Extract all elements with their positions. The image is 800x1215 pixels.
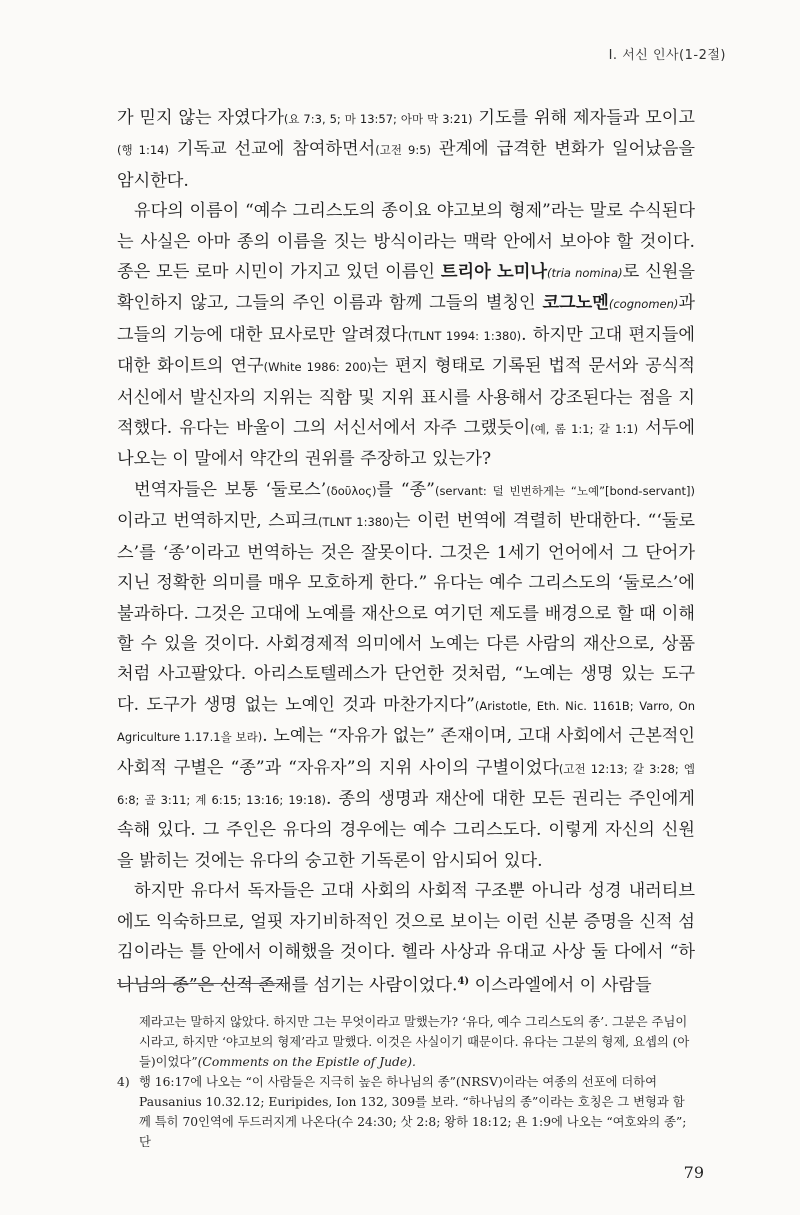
- citation: (예, 롬 1:1; 갈 1:1): [530, 422, 639, 437]
- page-number: 79: [683, 1163, 704, 1182]
- text-run: 과 그들의 기능에 대한 묘사로만 알려졌다: [117, 293, 695, 345]
- text-run: 하지만 유다서 독자들은 고대 사회의 사회적 구조뿐 아니라 성경 내러티브에도 익숙하므로, 얼핏 자기비하적인 것으로 보이는 이런 신분 증명을 신적 섬김이라는 틀 안에서 이해했을 것이다. 헬라 사상과 유대교 사상 둘 다에서 “하나님의 종”은 신적 존재를 섬기는 사람이었다.: [117, 881, 695, 997]
- term-cognomen: 코그노멘: [542, 293, 609, 314]
- footnote-continued: [117, 1012, 695, 1072]
- citation: (TLNT 1:380): [318, 515, 394, 530]
- citation: (servant: 덜 빈번하게는 “노예”[bond-servant]): [434, 483, 695, 498]
- citation: (고전 9:5): [375, 143, 432, 158]
- citation: (Aristotle, Eth. Nic. 1161B; Varro, On Agriculture 1.17.1을 보라): [117, 698, 695, 745]
- text-run: 번역자들은 보통 ‘둘로스’: [134, 479, 327, 500]
- text-run: 기도를 위해 제자들과 모이고: [472, 108, 695, 128]
- citation: (TLNT 1994: 1:380): [407, 328, 522, 343]
- text-run: 로 신원을 확인하지 않고, 그들의 주인 이름과 함께 그들의 별칭인: [117, 262, 695, 314]
- paragraph-3: [117, 475, 695, 876]
- text-run: . 종의 생명과 재산에 대한 모든 권리는 주인에게 속해 있다. 그 주인은 유다의 경우에는 예수 그리스도다. 이렇게 자신의 신원을 밝히는 것에는 유다의 숭고한 기독론이 암시되어 있다.: [117, 788, 695, 871]
- latin-term: (tria nomina): [546, 266, 623, 281]
- text-run: 이스라엘에서 이 사람들: [469, 976, 652, 997]
- text-run: 기독교 선교에 참여하면서: [168, 139, 376, 160]
- footnote-ref[interactable]: 4): [457, 976, 470, 988]
- text-run: . 하지만 고대 편지들에 대한 화이트의 연구: [117, 324, 695, 377]
- greek-term: (δοῦλος): [326, 483, 377, 498]
- text-run: 서두에 나오는 이 말에서 약간의 권위를 주장하고 있는가?: [117, 418, 696, 470]
- footnote-divider: [117, 983, 289, 984]
- footnote-4: [117, 1072, 695, 1152]
- main-text: [117, 103, 695, 1002]
- footnotes: [117, 1012, 695, 1152]
- footnote-text: 행 16:17에 나오는 “이 사람들은 지극히 높은 하나님의 종”(NRSV)이라는 여종의 선포에 더하여 Pausanius 10.32.12; Euripides, Ion 132, 309를 보라. “하나님의 종”이라는 호칭은 그 변형과 함께 특히 70인역에 두드러지게 나온다(수 24:30; 삿 2:8; 왕하 18:12; 욘 1:9에 나오는 “여호와의 종”; 단: [139, 1075, 687, 1149]
- paragraph-2: [117, 196, 695, 475]
- text-run: 가 믿지 않는 자였다가: [117, 108, 284, 128]
- paragraph-1: [117, 103, 695, 196]
- text-run: 유다의 이름이 “예수 그리스도의 종이요 야고보의 형제”라는 말로 수식된다는 사실은 아마 종의 이름을 짓는 방식이라는 맥락 안에서 보아야 할 것이다. 종은 모든 로마 시민이 가지고 있던 이름인: [117, 201, 695, 283]
- footnote-number: 4): [117, 1075, 130, 1089]
- latin-term: (cognomen): [608, 297, 679, 312]
- footnote-source: (Comments on the Epistle of Jude).: [197, 1055, 416, 1069]
- text-run: 를 “종”: [376, 479, 435, 500]
- text-run: 는 편지 형태로 기록된 법적 문서와 공식적 서신에서 발신자의 지위는 직함 및 지위 표시를 사용해서 강조된다는 점을 지적했다. 유다는 바울이 그의 서신서에서 자주 그랬듯이: [117, 356, 695, 439]
- text-run: 관계에 급격한 변화가 일어났음을 암시한다.: [117, 139, 696, 191]
- text-run: 는 이런 번역에 격렬히 반대한다. “‘둘로스’를 ‘종’이라고 번역하는 것은 잘못이다. 그것은 1세기 언어에서 그 단어가 지닌 정확한 의미를 매우 모호하게 한다.” 유다는 예수 그리스도의 ‘둘로스’에 불과하다. 그것은 고대에 노예를 재산으로 여기던 제도를 배경으로 할 때 이해할 수 있을 것이다. 사회경제적 의미에서 노예는 다른 사람의 재산으로, 상품처럼 사고팔았다. 아리스토텔레스가 단언한 것처럼, “노예는 생명 있는 도구다. 도구가 생명 없는 노예인 것과 마찬가지다”: [117, 511, 695, 715]
- citation: (White 1986: 200): [263, 360, 372, 375]
- citation: (요 7:3, 5; 마 13:57; 아마 막 3:21): [283, 112, 473, 126]
- text-run: . 노예는 “자유가 없는” 존재이며, 고대 사회에서 근본적인 사회적 구별은 “종”과 “자유자”의 지위 사이의 구별이었다: [117, 726, 696, 778]
- text-run: 이라고 번역하지만, 스피크: [117, 511, 319, 532]
- citation: (고전 12:13; 갈 3:28; 엡 6:8; 골 3:11; 계 6:15; 13:16; 19:18): [117, 761, 695, 807]
- footnote-text: 제라고는 말하지 않았다. 하지만 그는 무엇이라고 말했는가? ‘유다, 예수 그리스도의 종’. 그분은 주님이시라고, 하지만 ‘야고보의 형제’라고 말했다. 이것은 사실이기 때문이다. 유다는 그분의 형제, 요셉의 (아들)이었다”: [139, 1015, 690, 1069]
- term-tria-nomina: 트리아 노미나: [440, 262, 547, 283]
- running-header: I. 서신 인사(1-2절): [608, 48, 726, 63]
- citation: (행 1:14): [117, 143, 169, 158]
